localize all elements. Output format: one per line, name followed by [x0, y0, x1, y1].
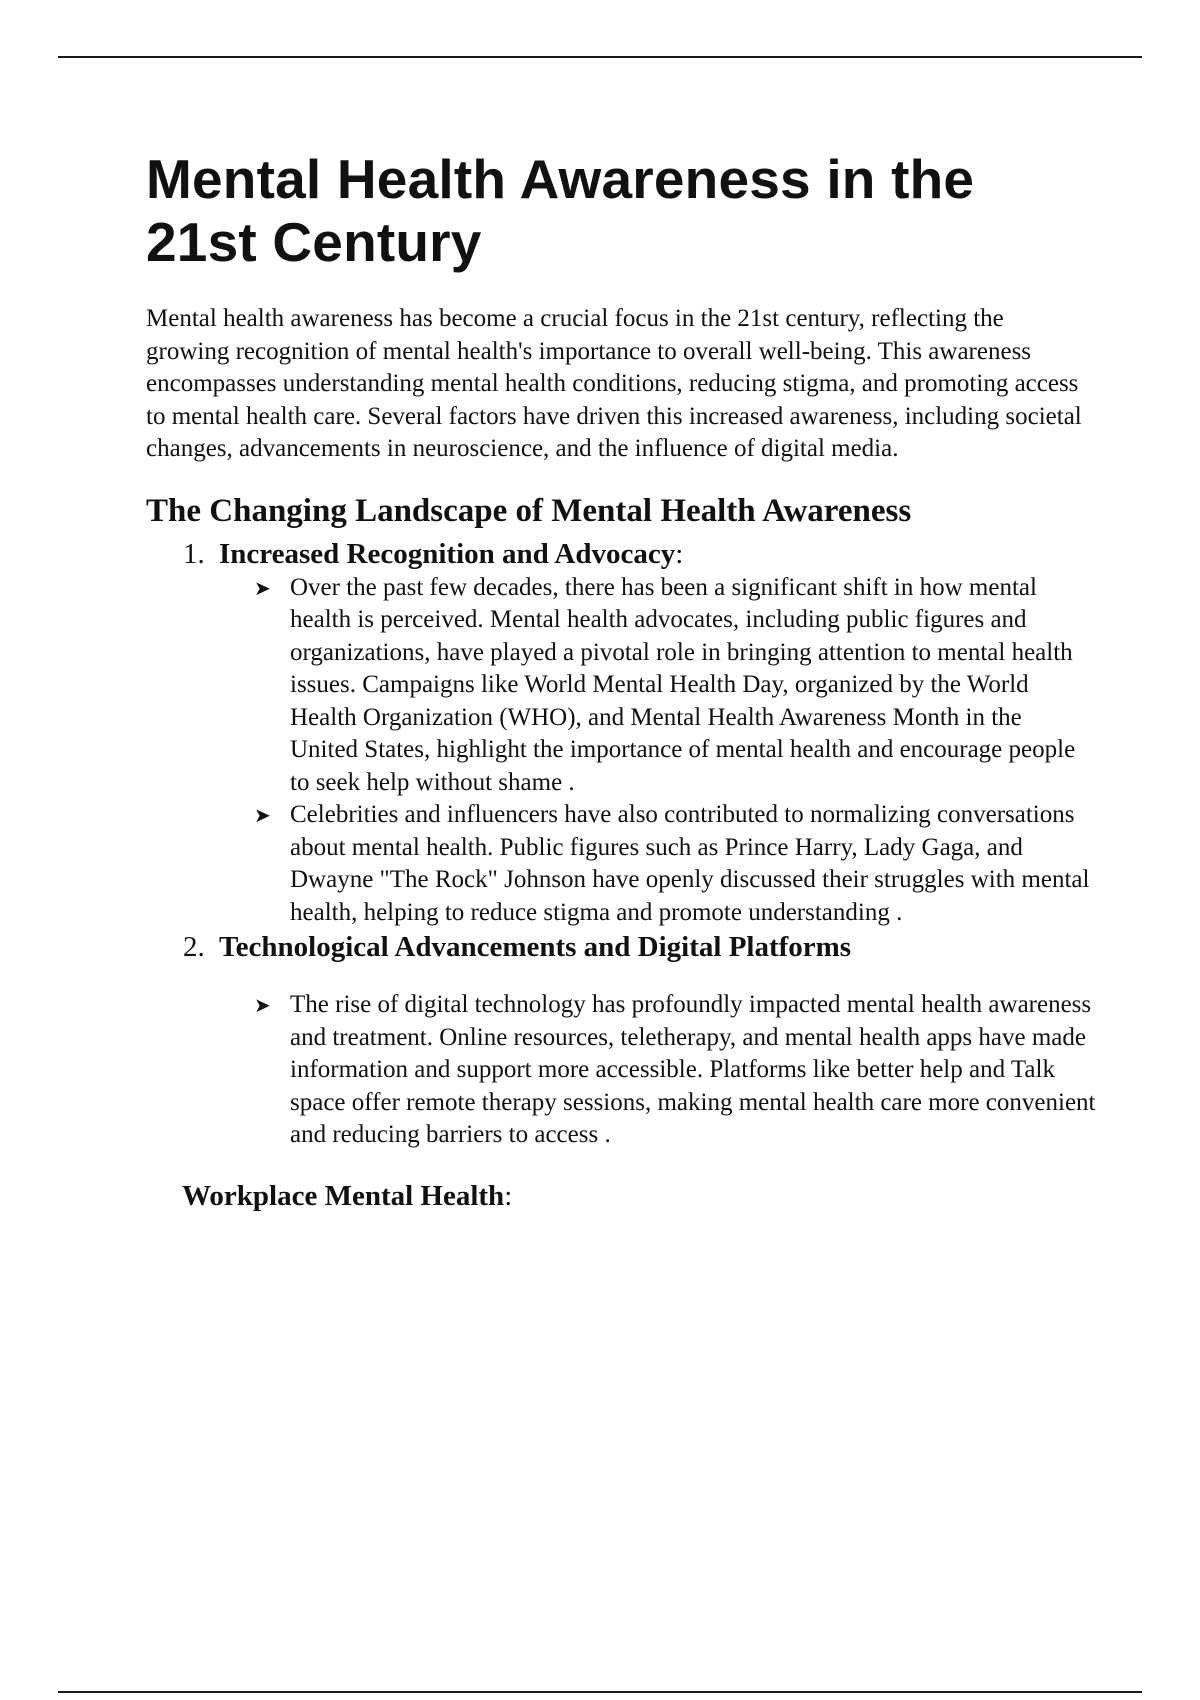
list-heading-text: Increased Recognition and Advocacy	[219, 537, 676, 570]
arrow-bullet-icon: ➤	[254, 803, 271, 827]
section-heading: The Changing Landscape of Mental Health Awareness	[146, 492, 912, 529]
list-heading-suffix: :	[675, 537, 684, 570]
list-item	[146, 536, 1096, 930]
list-number: 1.	[183, 537, 205, 570]
bullet-text: Over the past few decades, there has been a significant shift in how mental health is perceived. Mental health advocates, including public figures and organizations, have played a pivotal role in bringing attention to mental health issues. Campaigns like World Mental Health Day, organized by the World Health Organization (WHO), and Mental Health Awareness Month in the United States, highlight the importance of mental health and encourage people to seek help without shame .	[290, 573, 1076, 796]
workplace-heading-suffix: :	[504, 1179, 513, 1212]
workplace-heading-text: Workplace Mental Health	[182, 1179, 505, 1212]
bullet-item	[219, 572, 1096, 800]
top-rule	[58, 56, 1142, 58]
workplace-heading	[146, 1178, 1096, 1214]
bullet-item	[219, 989, 1096, 1152]
bullet-text: Celebrities and influencers have also contributed to normalizing conversations about mental health. Public figures such as Prince Harry, Lady Gaga, and Dwayne "The Rock" Johnson have openly discussed their struggles with mental health, helping to reduce stigma and promote understanding .	[290, 801, 1090, 926]
bullet-list	[219, 572, 1096, 930]
list-item-heading	[183, 536, 1096, 572]
arrow-bullet-icon: ➤	[254, 575, 271, 600]
bullet-list	[219, 989, 1096, 1152]
list-heading-text: Technological Advancements and Digital Platforms	[219, 931, 852, 963]
list-item	[146, 929, 1096, 1152]
arrow-bullet-icon: ➤	[254, 993, 271, 1017]
list-item-heading	[183, 929, 1096, 965]
page-title: Mental Health Awareness in the 21st Century	[146, 148, 975, 273]
bullet-item	[219, 799, 1096, 929]
bullet-text: The rise of digital technology has profoundly impacted mental health awareness and treatment. Online resources, teletherapy, and mental health apps have made information and support more accessible. Platforms like better help and Talk space offer remote therapy sessions, making mental health care more convenient and reducing barriers to access .	[290, 991, 1096, 1148]
list-number: 2.	[183, 931, 205, 963]
intro-paragraph: Mental health awareness has become a crucial focus in the 21st century, reflecting the growing recognition of mental health's importance to overall well-being. This awareness encompasses understanding mental health conditions, reducing stigma, and promoting access to mental health care. Several factors have driven this increased awareness, including societal changes, advancements in neuroscience, and the influence of digital media.	[146, 305, 1082, 462]
bottom-rule	[58, 1691, 1142, 1693]
page-content	[146, 148, 1096, 1214]
